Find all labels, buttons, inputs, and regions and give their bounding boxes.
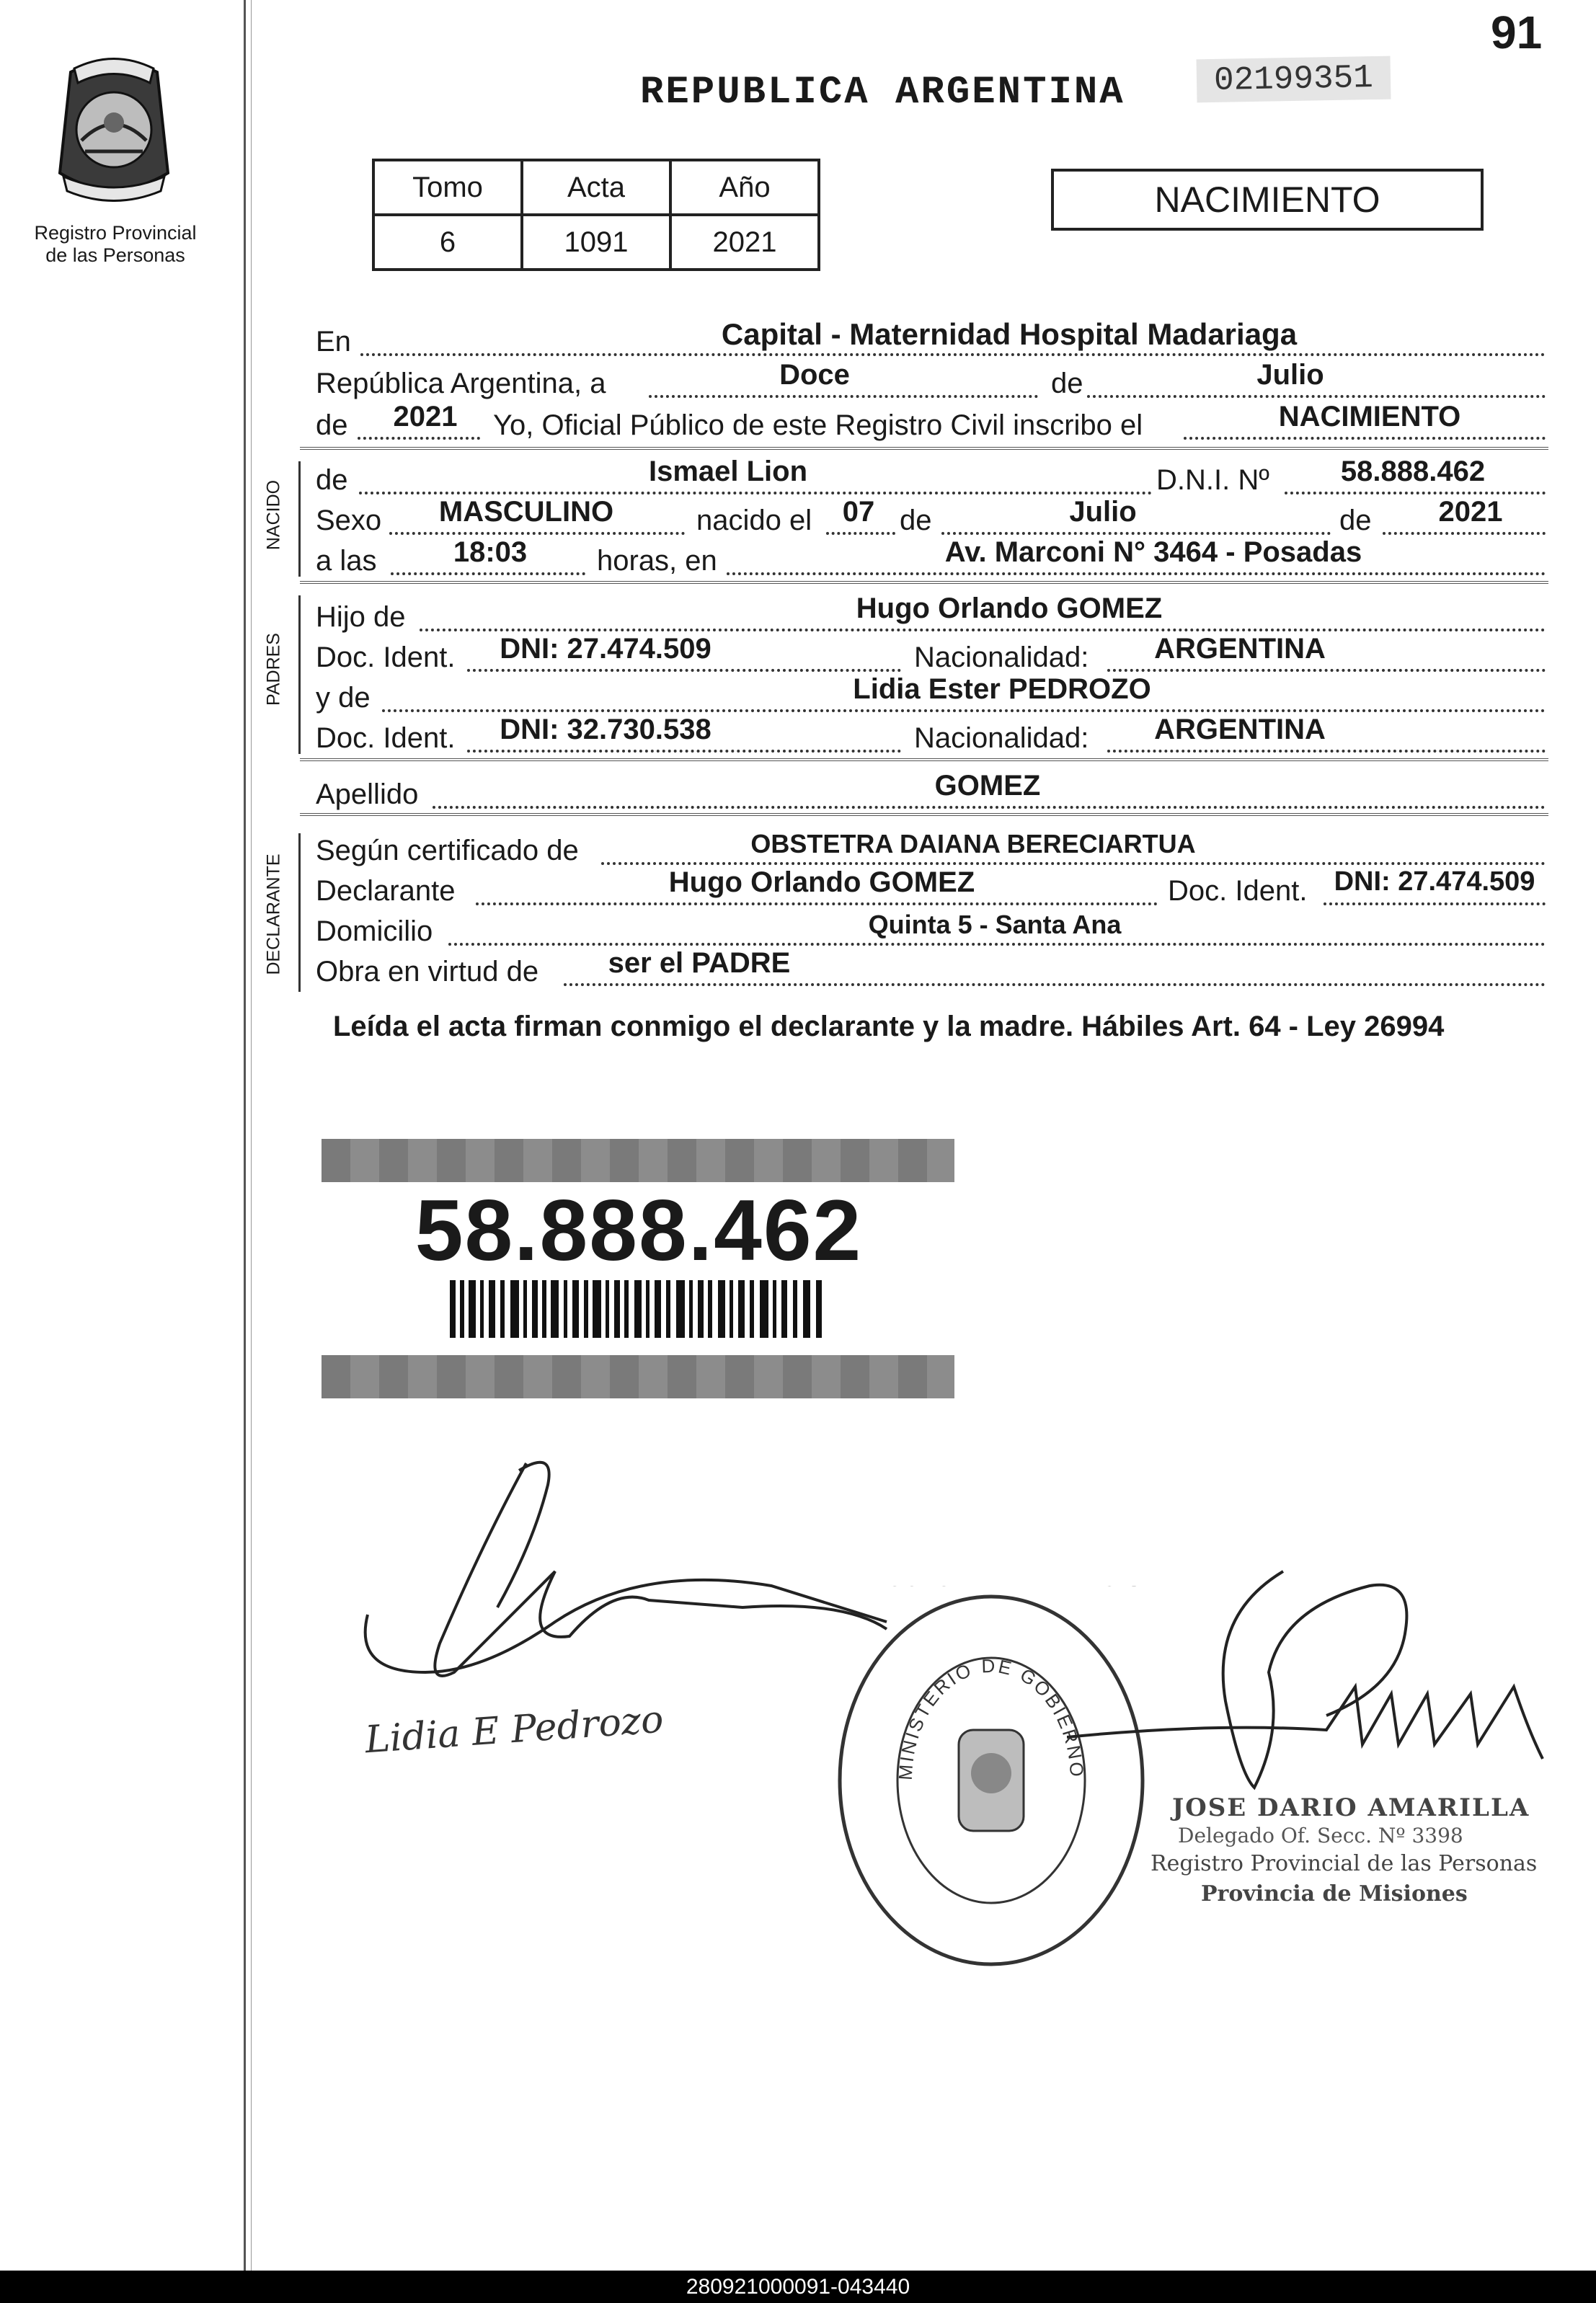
dotline: [420, 629, 1546, 631]
mother-signature: Lidia E Pedrozo: [363, 1698, 665, 1762]
yde-label: y de: [316, 682, 371, 714]
father-name: Hugo Orlando GOMEZ: [856, 593, 1163, 624]
section-separator: [300, 813, 1548, 816]
barcode-bars: [450, 1280, 825, 1341]
dotline: [358, 437, 480, 440]
sticker-band-top: [322, 1139, 954, 1182]
section-separator: [300, 758, 1548, 761]
de2-label: de: [316, 409, 348, 441]
registry-caption: [14, 222, 216, 267]
province-logo: [42, 50, 186, 202]
hijo-label: Hijo de: [316, 601, 406, 633]
dom-label: Domicilio: [316, 915, 433, 947]
section-brace: [298, 595, 301, 754]
place-value: Capital - Maternidad Hospital Madariaga: [721, 317, 1298, 351]
father-nationality: ARGENTINA: [1154, 633, 1326, 665]
dotline: [391, 572, 585, 575]
yo-label: Yo, Oficial Público de este Registro Civil inscribo el: [493, 409, 1143, 441]
dotline: [389, 532, 685, 535]
section-separator: [300, 447, 1548, 450]
declarante-doc: DNI: 27.474.509: [1334, 866, 1535, 897]
sticker-band-bottom: [322, 1355, 954, 1398]
dotline: [941, 532, 1331, 535]
domicilio-value: Quinta 5 - Santa Ana: [868, 910, 1122, 939]
registry-line1: Registro Provincial: [34, 222, 197, 244]
declarante-section-label: DECLARANTE: [263, 853, 284, 975]
officer-org: Registro Provincial de las Personas: [1151, 1851, 1538, 1876]
meta-value-tomo: 6: [373, 215, 522, 270]
nacido-el-label: nacido el: [696, 505, 812, 536]
dotline: [1087, 395, 1546, 398]
section-separator: [300, 581, 1548, 584]
nacido-section-label: NACIDO: [263, 479, 284, 551]
apellido-value: GOMEZ: [934, 770, 1041, 802]
dotline: [1107, 669, 1546, 672]
year-value: 2021: [393, 401, 458, 432]
decl-label: Declarante: [316, 875, 456, 907]
section-brace: [298, 461, 301, 577]
mother-nat-label: Nacionalidad:: [914, 722, 1089, 754]
mother-doc-label: Doc. Ident.: [316, 722, 456, 754]
dotline: [1184, 437, 1546, 440]
declarante-name: Hugo Orlando GOMEZ: [668, 866, 975, 898]
horas-label: horas, en: [597, 545, 717, 577]
en-label: En: [316, 326, 351, 358]
cert-value: OBSTETRA DAIANA BERECIARTUA: [750, 829, 1196, 858]
dotline: [1107, 750, 1546, 753]
dotline: [1383, 532, 1546, 535]
alas-label: a las: [316, 545, 377, 577]
dotline: [1285, 492, 1546, 494]
officer-name: JOSE DARIO AMARILLA: [1172, 1793, 1530, 1822]
serial-number: 02199351: [1196, 56, 1391, 103]
record-type-box: NACIMIENTO: [1051, 169, 1484, 231]
dotline: [601, 862, 1546, 865]
dotline: [1324, 902, 1546, 905]
type-value: NACIMIENTO: [1278, 401, 1461, 432]
section-brace: [298, 833, 301, 992]
mother-nationality: ARGENTINA: [1154, 714, 1326, 745]
dotline: [564, 983, 1546, 986]
dotline: [448, 943, 1546, 946]
registry-line2: de las Personas: [45, 244, 185, 266]
stamp-inner-text: MINISTERIO DE GOBIERNO: [894, 1654, 1089, 1781]
dotline: [727, 572, 1546, 575]
father-nat-label: Nacionalidad:: [914, 642, 1089, 673]
document-footer-code: 280921000091-043440: [0, 2271, 1596, 2303]
barcode-number: 58.888.462: [414, 1182, 863, 1279]
dotline: [359, 492, 1152, 494]
birth-time: 18:03: [453, 536, 528, 568]
declarant-signature: [339, 1456, 901, 1719]
dni-label: D.N.I. Nº: [1156, 464, 1269, 496]
country-title: REPUBLICA ARGENTINA: [640, 71, 1125, 115]
meta-value-ano: 2021: [670, 215, 819, 270]
father-doc-label: Doc. Ident.: [316, 642, 456, 673]
dotline: [467, 750, 901, 753]
officer-title: Delegado Of. Secc. Nº 3398: [1178, 1824, 1463, 1847]
decl-doc-label: Doc. Ident.: [1168, 875, 1308, 907]
meta-header-tomo: Tomo: [373, 160, 522, 215]
dotline: [467, 669, 901, 672]
child-dni: 58.888.462: [1340, 456, 1486, 487]
obra-label: Obra en virtud de: [316, 956, 539, 988]
meta-value-acta: 1091: [522, 215, 670, 270]
day-value: Doce: [779, 359, 850, 391]
month-value: Julio: [1256, 359, 1324, 391]
dni-barcode-sticker: [322, 1139, 954, 1398]
nacido-de-label: de: [316, 464, 348, 496]
sexo-label: Sexo: [316, 505, 382, 536]
closing-statement: Leída el acta firman conmigo el declarante y la madre. Hábiles Art. 64 - Ley 26994: [333, 1011, 1445, 1042]
de-label: de: [900, 505, 932, 536]
birth-place: Av. Marconi N° 3464 - Posadas: [944, 536, 1362, 568]
child-name: Ismael Lion: [648, 456, 808, 487]
de-label: de: [1339, 505, 1372, 536]
dotline: [360, 353, 1546, 356]
dotline: [649, 395, 1038, 398]
officer-province: Provincia de Misiones: [1201, 1881, 1468, 1907]
birth-month: Julio: [1069, 496, 1137, 528]
father-doc: DNI: 27.474.509: [500, 633, 711, 665]
birth-year: 2021: [1438, 496, 1503, 528]
dotline: [433, 806, 1546, 809]
apellido-label: Apellido: [316, 778, 419, 810]
left-margin-line: [244, 0, 246, 2271]
mother-doc: DNI: 32.730.538: [500, 714, 711, 745]
obra-value: ser el PADRE: [608, 947, 791, 979]
left-margin-line-inner: [251, 0, 252, 2271]
meta-header-ano: Año: [670, 160, 819, 215]
dotline: [826, 532, 895, 535]
padres-section-label: PADRES: [263, 633, 284, 706]
cert-label: Según certificado de: [316, 835, 579, 866]
birth-day: 07: [842, 496, 875, 528]
de-label: de: [1051, 368, 1083, 399]
sexo-value: MASCULINO: [438, 496, 614, 528]
meta-header-acta: Acta: [522, 160, 670, 215]
republica-label: República Argentina, a: [316, 368, 606, 399]
page-number: 91: [1491, 6, 1543, 58]
dotline: [476, 902, 1158, 905]
record-meta-table: [372, 159, 820, 271]
mother-name: Lidia Ester PEDROZO: [853, 673, 1151, 705]
dotline: [382, 709, 1546, 712]
